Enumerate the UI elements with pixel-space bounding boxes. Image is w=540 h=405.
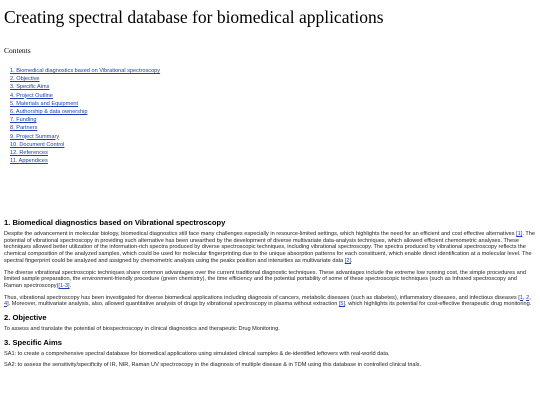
paragraph-text: ]. Moreover, multivariate analysis, also, allowed quantitative analysis of drugs by vibrational spectroscopy in plasma without extraction xyxy=(7,301,339,308)
toc-link-partners[interactable]: 8. Partners xyxy=(10,125,38,132)
section-objective xyxy=(4,313,536,333)
reference-link[interactable]: [2] xyxy=(344,257,352,264)
toc-item xyxy=(10,141,160,149)
toc-item xyxy=(10,100,160,108)
toc-link-project-summary[interactable]: 9. Project Summary xyxy=(10,133,60,140)
section-specific-aims xyxy=(4,338,536,369)
toc-link-objective[interactable]: 2. Objective xyxy=(10,76,40,83)
toc-link-authorship[interactable]: 6. Authorship & data ownership xyxy=(10,108,88,115)
paragraph-text: . xyxy=(69,282,72,289)
paragraph-text: Thus, vibrational spectroscopy has been investigated for diverse biomedical applications including diagnosis of cancers, metabolic diseases (such as diabetes), inflammatory diseases, and infectious diseases [ xyxy=(4,294,520,301)
toc-item xyxy=(10,149,160,157)
reference-link[interactable]: 4 xyxy=(4,301,8,308)
toc-item xyxy=(10,75,160,83)
toc-link-project-outline[interactable]: 4. Project Outline xyxy=(10,92,53,99)
paragraph-text: , xyxy=(529,294,531,301)
section-heading: 2. Objective xyxy=(4,313,47,323)
contents-heading: Contents xyxy=(4,46,31,55)
reference-link[interactable]: [1] xyxy=(516,231,523,237)
toc-item xyxy=(10,108,160,116)
paragraph-text: Despite the advancement in molecular biology, biomedical diagnostics still face many challenges especially in resource-limited settings, which highlights the need for an efficient and cost effective alternatives xyxy=(4,231,517,237)
toc-link-materials-equipment[interactable]: 5. Materials and Equipment xyxy=(10,100,79,107)
paragraph xyxy=(4,270,536,290)
aim-sa2: SA2: to assess the sensitivity/specificity of IR, NIR, Raman UV spectroscopy in the diagnosis of multiple disease & in TDM using this database in controlled clinical trials. xyxy=(4,362,422,369)
toc-link-specific-aims[interactable]: 3. Specific Aims xyxy=(10,84,50,91)
section-biomedical-diagnostics xyxy=(4,218,536,308)
toc-link-biomedical-diagnostics[interactable]: 1. Biomedical diagnostics based on Vibrational spectroscopy xyxy=(10,68,161,74)
toc-link-document-control[interactable]: 10. Document Control xyxy=(10,141,65,148)
paragraph-text: . xyxy=(351,257,353,264)
paragraph xyxy=(4,295,536,308)
toc-item xyxy=(10,157,160,165)
reference-link[interactable]: [5] xyxy=(338,301,346,308)
toc-link-appendices[interactable]: 11. Appendices xyxy=(10,158,48,165)
page-title: Creating spectral database for biomedical applications xyxy=(4,7,384,27)
paragraph xyxy=(4,231,536,265)
toc-link-references[interactable]: 12. References xyxy=(10,149,48,156)
toc-item xyxy=(10,124,160,132)
section-heading: 1. Biomedical diagnostics based on Vibrational spectroscopy xyxy=(4,218,226,227)
paragraph: To assess and translate the potential of biospectroscopy in clinical diagnostics and therapeutic Drug Monitoring. xyxy=(4,326,280,333)
toc-link-funding[interactable]: 7. Funding xyxy=(10,117,37,124)
reference-link[interactable]: 1 xyxy=(519,294,523,301)
toc-item xyxy=(10,83,160,91)
toc-item xyxy=(10,67,160,75)
table-of-contents xyxy=(10,67,160,165)
section-heading: 3. Specific Aims xyxy=(4,337,62,347)
toc-item xyxy=(10,116,160,124)
toc-item xyxy=(10,92,160,100)
paragraph-text: . The potential of vibrational spectroscopy in providing such alternative has been unearthed by the development of diverse multivariate data-analysis techniques, which allowed efficient chemometric analyses. These techniques allowed better utilization of the information-rich spectra produced by diverse spectroscopic techniques, including vibrational spectroscopy. The spectra produced by vibrational spectroscopy reflects the chemical composition of the analyzed samples, which could be used for molecular fingerprinting due to the unique absorption patterns for each constituent, which enable direct identification at a molecular level. The spectral fingerprint could be analyzed and assigned by chemometric analysis using the peaks position and intensities as multivariate data xyxy=(4,231,535,264)
paragraph-text: The diverse vibrational spectroscopic techniques share common advantages over the current traditional diagnostic techniques. These advantages include the extreme low running cost, the simple procedures and limited sample preparation, the environment-friendly procedure (green chemistry), the time efficiency and the potential portability of some of these spectroscopic techniques (such as Infrared spectroscopy and Raman spectroscopy) xyxy=(4,269,526,289)
reference-link[interactable]: [1-3] xyxy=(58,282,70,289)
paragraph-text: , xyxy=(522,294,527,301)
paragraph-text: , which highlights its potential for cost-effective therapeutic drug monitoring. xyxy=(345,301,532,308)
toc-item xyxy=(10,133,160,141)
reference-link[interactable]: 2 xyxy=(526,294,530,301)
document-body xyxy=(4,218,536,374)
aim-sa1: SA1: to create a comprehensive spectral database for biomedical applications using simulated clinical samples & de-identified leftovers with real-world data. xyxy=(4,350,390,357)
